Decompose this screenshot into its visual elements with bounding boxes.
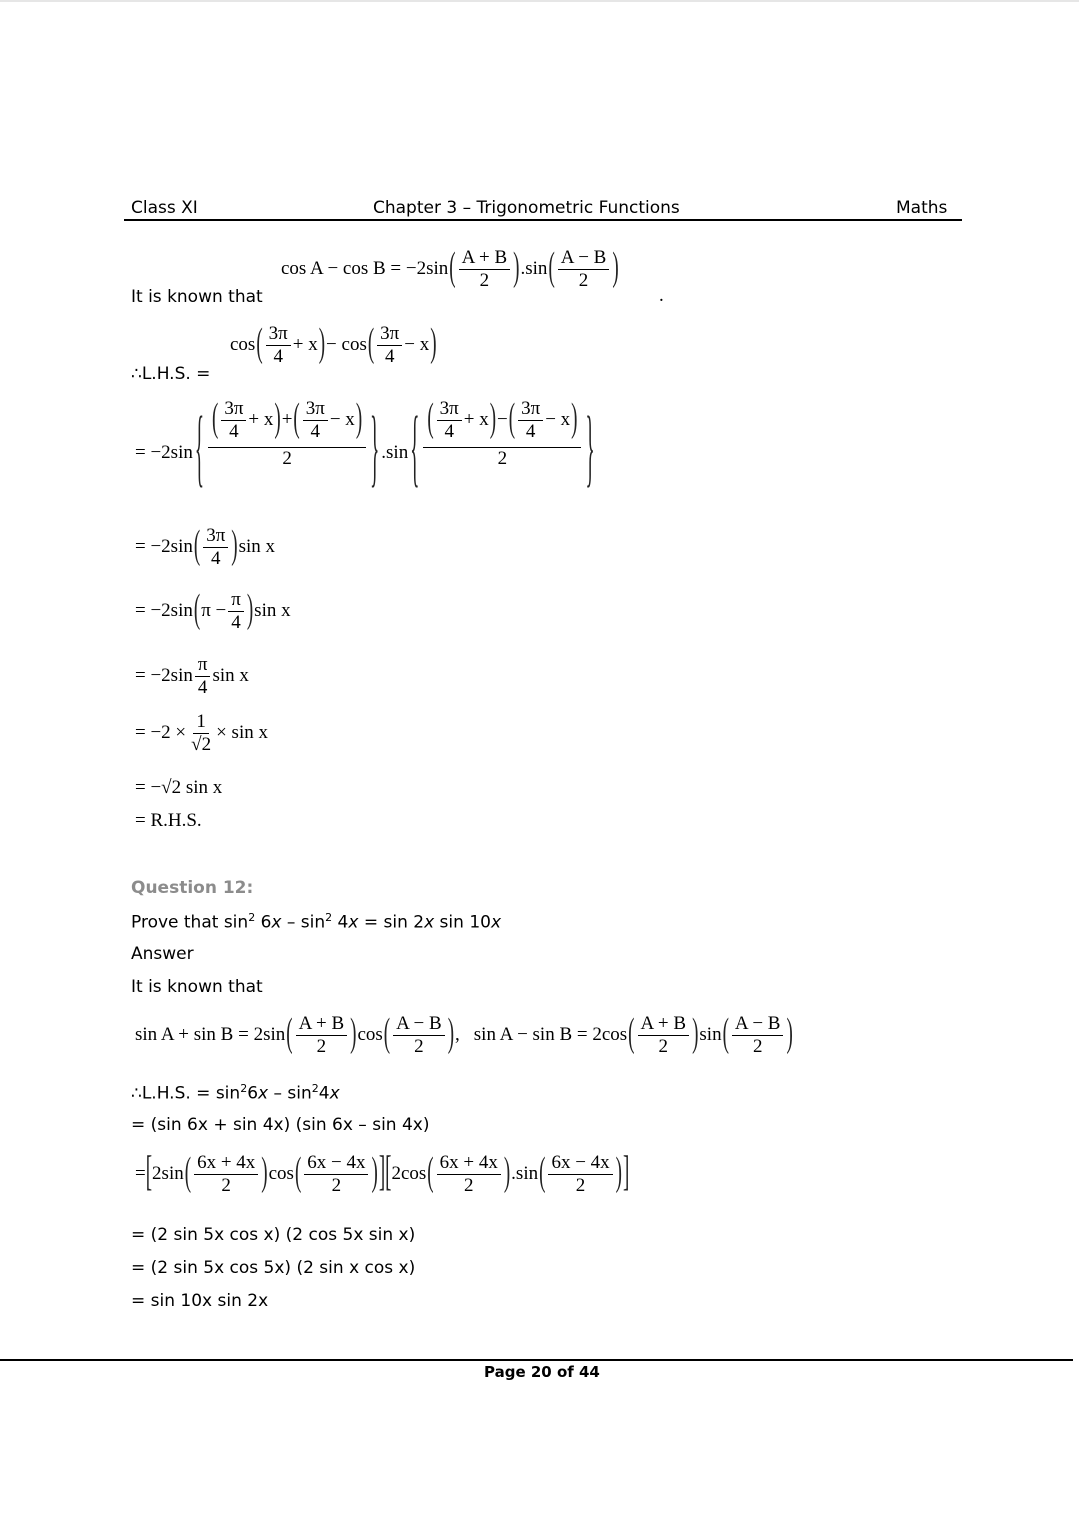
fraction xyxy=(638,1013,690,1058)
step-prefix: = −2 × xyxy=(135,722,187,744)
cos-fn: 2cos xyxy=(391,1163,427,1185)
term: + x xyxy=(463,409,489,431)
brace-open: { xyxy=(410,402,420,499)
paren-close: ) xyxy=(231,524,238,569)
footer-rule xyxy=(0,1359,1073,1361)
paren-open: ( xyxy=(548,246,555,291)
paren-open: ( xyxy=(449,246,456,291)
cos-fn: cos xyxy=(268,1163,294,1185)
paren-open: ( xyxy=(427,397,434,442)
paren-close: ) xyxy=(786,1012,793,1057)
fraction xyxy=(203,525,228,570)
fraction xyxy=(393,1013,445,1058)
denominator: 2 xyxy=(331,1174,342,1196)
denominator: 4 xyxy=(197,676,208,698)
fraction xyxy=(188,711,214,756)
paren-open: ( xyxy=(294,1151,302,1196)
numerator: A + B xyxy=(459,247,511,270)
paren-open: ( xyxy=(293,397,300,442)
paren-open: ( xyxy=(211,397,219,442)
step-suffix: × sin x xyxy=(216,722,268,744)
paren-open: ( xyxy=(193,588,201,633)
paren-close: ) xyxy=(489,397,497,442)
variable: x xyxy=(329,1083,340,1104)
step-suffix: sin x xyxy=(238,536,276,558)
paren-open: ( xyxy=(383,1012,391,1057)
numerator: 3π xyxy=(203,525,228,548)
numerator: π xyxy=(195,654,211,677)
cos-fn: cos xyxy=(357,1024,383,1046)
denominator: 2 xyxy=(578,269,589,291)
paren-open: ( xyxy=(628,1012,635,1057)
brace-close: } xyxy=(585,402,595,499)
paren-close: ) xyxy=(612,246,619,291)
identity-period: . xyxy=(659,285,664,306)
denominator: 2 xyxy=(575,1174,586,1196)
fraction xyxy=(194,1152,258,1197)
numerator: 6x + 4x xyxy=(194,1152,258,1175)
fraction xyxy=(296,1013,348,1058)
fraction xyxy=(732,1013,784,1058)
numerator: π xyxy=(228,589,244,612)
denominator: 2 xyxy=(316,1035,327,1057)
cos-fn: cos xyxy=(230,334,256,356)
brace-open: { xyxy=(194,402,204,499)
sin-fn: .sin xyxy=(381,441,409,463)
page-top-border xyxy=(0,0,1079,2)
numerator: A − B xyxy=(732,1013,784,1036)
denominator: 2 xyxy=(463,1174,474,1196)
lhs-label: ∴L.H.S. = xyxy=(131,364,211,384)
denominator: 4 xyxy=(231,611,241,633)
paren-open: ( xyxy=(427,1151,434,1196)
numerator: 3π xyxy=(377,323,402,346)
denominator: 4 xyxy=(210,547,221,569)
text: 4 xyxy=(318,1083,330,1104)
page-number: Page 20 of 44 xyxy=(484,1363,600,1381)
denominator: 2 xyxy=(497,447,508,469)
variable: x xyxy=(490,912,502,933)
numerator: 1 xyxy=(193,711,209,734)
cos-fn: − cos xyxy=(326,334,367,356)
denominator: 2 xyxy=(479,269,490,291)
variable: x xyxy=(271,912,282,933)
numerator: 3π xyxy=(221,398,246,421)
step-4 xyxy=(135,654,249,699)
paren-close: ) xyxy=(571,397,578,442)
step-7: = R.H.S. xyxy=(135,810,202,831)
text: 4 xyxy=(332,912,349,933)
bracket-close: ] xyxy=(622,1150,630,1197)
bracket-open: [ xyxy=(145,1150,153,1197)
denominator: 4 xyxy=(525,420,536,442)
answer-label: Answer xyxy=(131,944,194,964)
numerator: 3π xyxy=(518,398,543,421)
superscript: 2 xyxy=(248,911,256,924)
paren-open: ( xyxy=(256,322,263,367)
pi-term: π − xyxy=(201,600,227,622)
denominator: 2 xyxy=(282,447,292,469)
text: 6 xyxy=(255,912,272,933)
step-2 xyxy=(135,525,275,570)
fraction xyxy=(221,398,246,443)
denominator: 4 xyxy=(229,420,239,442)
numerator: 6x + 4x xyxy=(437,1152,501,1175)
big-fraction xyxy=(423,398,581,508)
paren-close: ) xyxy=(430,322,437,367)
fraction xyxy=(459,247,511,292)
line-5: = (2 sin 5x cos 5x) (2 sin x cos x) xyxy=(131,1258,416,1278)
header-class: Class XI xyxy=(131,198,198,218)
fraction xyxy=(266,323,291,368)
lhs-expression xyxy=(230,323,438,368)
denominator: 4 xyxy=(444,420,454,442)
fraction xyxy=(228,589,244,634)
question-prompt xyxy=(131,911,501,933)
paren-open: ( xyxy=(184,1151,192,1196)
denominator: 2 xyxy=(658,1035,669,1057)
line-2: = (sin 6x + sin 4x) (sin 6x – sin 4x) xyxy=(131,1115,430,1135)
sin-fn: sin xyxy=(699,1024,722,1046)
fraction xyxy=(558,247,610,292)
text: ∴L.H.S. = sin xyxy=(131,1083,241,1104)
header-rule xyxy=(124,219,962,221)
bracket-close: ] xyxy=(378,1150,386,1197)
step-suffix: sin x xyxy=(254,600,291,622)
paren-close: ) xyxy=(447,1012,455,1057)
term: + x xyxy=(248,409,274,431)
numerator: 6x − 4x xyxy=(304,1152,368,1175)
known-label: It is known that xyxy=(131,287,263,307)
operator: + xyxy=(281,409,293,431)
paren-close: ) xyxy=(692,1012,699,1057)
numerator: 3π xyxy=(303,398,328,421)
identity-lhs: cos A − cos B = −2sin xyxy=(281,258,449,280)
big-fraction xyxy=(208,398,366,508)
sin-fn: 2sin xyxy=(152,1163,184,1185)
identity-cos-difference xyxy=(281,247,620,292)
paren-close: ) xyxy=(274,397,281,442)
denominator: 2 xyxy=(414,1035,424,1057)
variable: x xyxy=(348,912,359,933)
identity-lhs: sin A + sin B = 2sin xyxy=(135,1024,286,1046)
denominator: 2 xyxy=(752,1035,763,1057)
numerator: 3π xyxy=(266,323,291,346)
paren-open: ( xyxy=(367,322,375,367)
text: sin 10 xyxy=(434,912,491,933)
term: − x xyxy=(545,409,571,431)
step-prefix: = −2sin xyxy=(135,665,193,687)
sin-fn: .sin xyxy=(511,1163,539,1185)
fraction xyxy=(548,1152,612,1197)
fraction xyxy=(304,1152,368,1197)
fraction xyxy=(518,398,543,443)
numerator xyxy=(208,398,366,448)
paren-close: ) xyxy=(503,1151,511,1196)
paren-close: ) xyxy=(355,397,363,442)
denominator: √2 xyxy=(191,733,212,755)
step-5 xyxy=(135,711,268,756)
paren-close: ) xyxy=(350,1012,357,1057)
paren-open: ( xyxy=(508,397,516,442)
fraction xyxy=(437,398,462,443)
fraction xyxy=(195,654,211,699)
denominator: 4 xyxy=(384,345,395,367)
text: Prove that sin xyxy=(131,912,249,933)
numerator: A − B xyxy=(393,1013,445,1036)
superscript: 2 xyxy=(325,911,333,924)
line-3 xyxy=(135,1152,629,1197)
term: − x xyxy=(329,409,355,431)
brace-close: } xyxy=(370,402,380,499)
variable: x xyxy=(424,912,435,933)
term: + x xyxy=(292,334,318,356)
operator: − xyxy=(497,409,508,431)
separator: , xyxy=(455,1024,460,1046)
question-title: Question 12: xyxy=(131,878,254,898)
sum-difference-identities xyxy=(135,1013,794,1058)
paren-close: ) xyxy=(318,322,326,367)
paren-close: ) xyxy=(371,1151,378,1196)
text: = sin 2 xyxy=(358,912,425,933)
line-6: = sin 10x sin 2x xyxy=(131,1291,269,1311)
paren-close: ) xyxy=(513,246,520,291)
step-6: = −√2 sin x xyxy=(135,777,223,798)
numerator: A − B xyxy=(558,247,610,270)
denominator: 4 xyxy=(273,345,283,367)
denominator: 4 xyxy=(310,420,321,442)
superscript: 2 xyxy=(240,1082,248,1095)
header-chapter: Chapter 3 – Trigonometric Functions xyxy=(373,198,680,218)
step-prefix: = −2sin xyxy=(135,536,193,558)
term: − x xyxy=(404,334,430,356)
fraction xyxy=(437,1152,501,1197)
step-prefix: = −2sin xyxy=(135,600,193,622)
known-label: It is known that xyxy=(131,977,263,997)
paren-close: ) xyxy=(246,588,254,633)
numerator xyxy=(423,398,581,448)
bracket-open: [ xyxy=(385,1150,392,1197)
equals: = xyxy=(135,1163,146,1185)
step-suffix: sin x xyxy=(212,665,249,687)
text: – sin xyxy=(281,912,326,933)
numerator: A + B xyxy=(296,1013,348,1036)
paren-open: ( xyxy=(193,524,201,569)
paren-open: ( xyxy=(286,1012,293,1057)
numerator: 3π xyxy=(437,398,462,421)
variable: x xyxy=(258,1083,269,1104)
numerator: 6x − 4x xyxy=(548,1152,612,1175)
header-subject: Maths xyxy=(896,198,948,218)
numerator: A + B xyxy=(638,1013,690,1036)
step-prefix: = −2sin xyxy=(135,441,193,463)
fraction xyxy=(377,323,402,368)
text: 6 xyxy=(247,1083,259,1104)
step-1 xyxy=(135,398,597,508)
line-4: = (2 sin 5x cos x) (2 cos 5x sin x) xyxy=(131,1225,416,1245)
paren-open: ( xyxy=(722,1012,729,1057)
identity-lhs: sin A − sin B = 2cos xyxy=(473,1024,628,1046)
fraction xyxy=(303,398,328,443)
lhs-line xyxy=(131,1082,340,1104)
text: – sin xyxy=(268,1083,312,1104)
denominator: 2 xyxy=(221,1174,231,1196)
step-3 xyxy=(135,589,291,634)
identity-mid: .sin xyxy=(520,258,548,280)
superscript: 2 xyxy=(311,1082,319,1095)
paren-close: ) xyxy=(261,1151,268,1196)
paren-close: ) xyxy=(615,1151,622,1196)
paren-open: ( xyxy=(539,1151,546,1196)
